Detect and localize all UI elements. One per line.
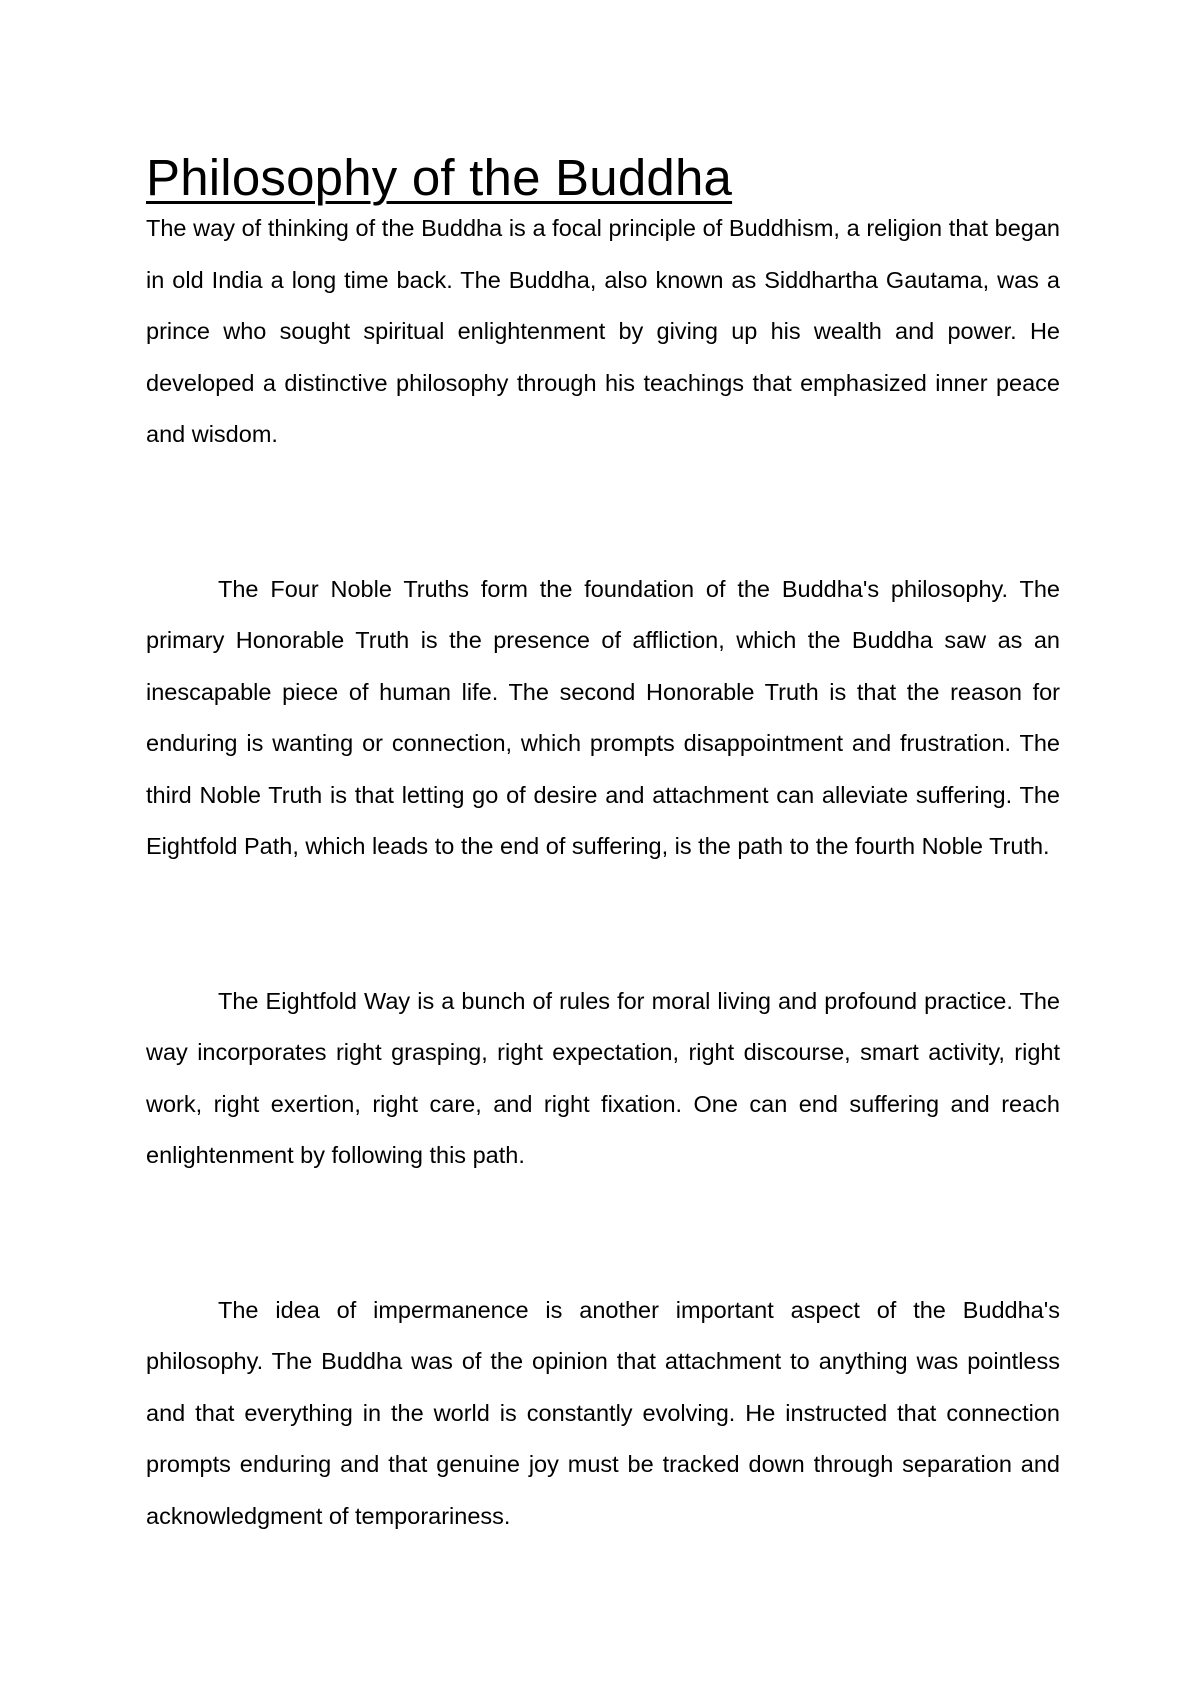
paragraph-gap <box>146 873 1060 976</box>
document-page <box>146 148 1060 1542</box>
paragraph-eightfold-way: The Eightfold Way is a bunch of rules for moral living and profound practice. The way incorporates right grasping, right expectation, right discourse, smart activity, right work, right exertion, right care, and right fixation. One can end suffering and reach enlightenment by following this path. <box>146 987 1060 1168</box>
paragraph-intro: The way of thinking of the Buddha is a focal principle of Buddhism, a religion that began in old India a long time back. The Buddha, also known as Siddhartha Gautama, was a prince who sought spiritual enlightenment by giving up his wealth and power. He developed a distinctive philosophy through his teachings that emphasized inner peace and wisdom. <box>146 215 1060 447</box>
paragraph-gap <box>146 461 1060 564</box>
document-title: Philosophy of the Buddha <box>146 149 733 206</box>
paragraph-impermanence: The idea of impermanence is another important aspect of the Buddha's philosophy. The Buddha was of the opinion that attachment to anything was pointless and that everything in the world is constantly evolving. He instructed that connection prompts enduring and that genuine joy must be tracked down through separation and acknowledgment of temporariness. <box>146 1296 1060 1529</box>
paragraph-four-noble-truths: The Four Noble Truths form the foundation of the Buddha's philosophy. The primary Honorable Truth is the presence of affliction, which the Buddha saw as an inescapable piece of human life. The second Honorable Truth is that the reason for enduring is wanting or connection, which prompts disappointment and frustration. The third Noble Truth is that letting go of desire and attachment can alleviate suffering. The Eightfold Path, which leads to the end of suffering, is the path to the fourth Noble Truth. <box>146 575 1060 859</box>
paragraph-gap <box>146 1182 1060 1285</box>
